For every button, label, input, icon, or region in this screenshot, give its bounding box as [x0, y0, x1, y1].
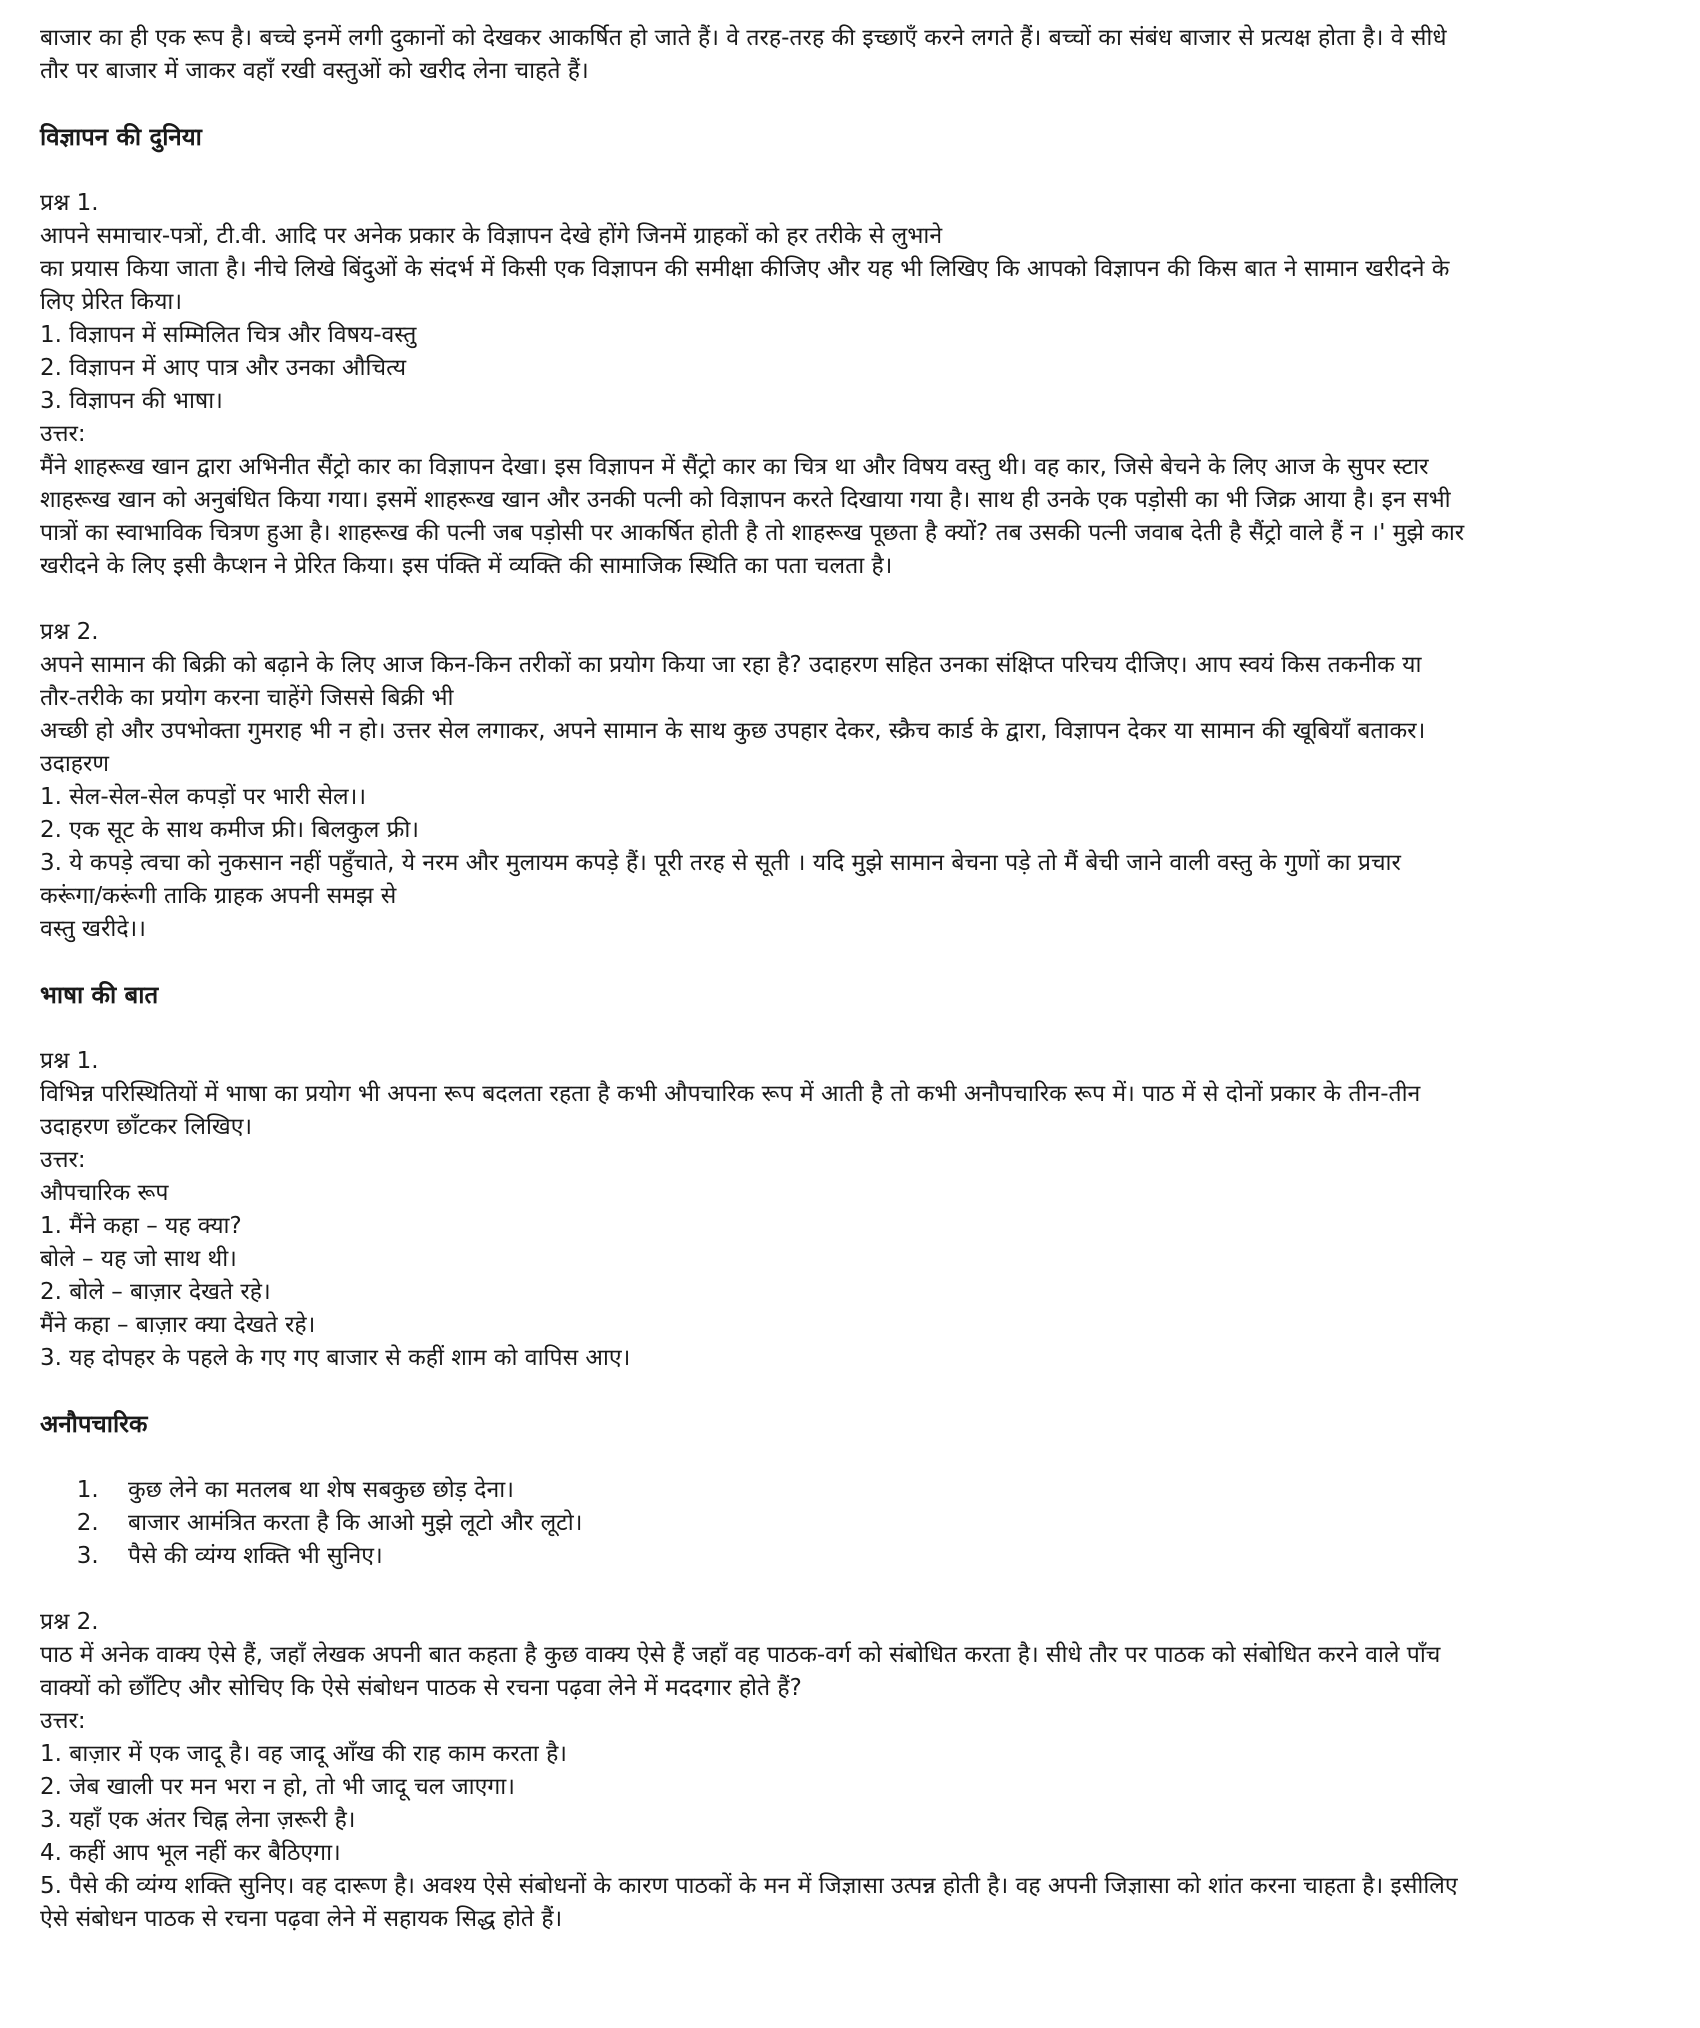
text-line: 2. बोले – बाज़ार देखते रहे।: [40, 1279, 271, 1305]
text-line: औपचारिक रूप: [40, 1180, 169, 1206]
list-item: 2. बाजार आमंत्रित करता है कि आओ मुझे लूटो और लूटो।: [106, 1507, 1660, 1540]
section-heading-language: भाषा की बात: [40, 981, 159, 1009]
text-line: विभिन्न परिस्थितियों में भाषा का प्रयोग भी अपना रूप बदलता रहता है कभी औपचारिक रूप में आती है तो कभी अनौपचारिक रूप में। पाठ में से दोनों प्रकार के तीन-तीन: [40, 1081, 1421, 1107]
intro-line: तौर पर बाजार में जाकर वहाँ रखी वस्तुओं को खरीद लेना चाहते हैं।: [40, 58, 589, 84]
text-line: उदाहरण: [40, 751, 110, 777]
text-line: शाहरूख खान को अनुबंधित किया गया। इसमें शाहरूख खान और उनकी पत्नी को विज्ञापन करते दिखाया गया है। साथ ही उनके एक पड़ोसी का भी जिक्र आया है। इन सभी: [40, 487, 1451, 513]
text-line: मैंने शाहरूख खान द्वारा अभिनीत सैंट्रो कार का विज्ञापन देखा। इस विज्ञापन में सैंट्रो कार का चित्र था और विषय वस्तु थी। वह कार, जिसे बेचने के लिए आज के सुपर स्टार: [40, 454, 1429, 480]
text-line: आपने समाचार-पत्रों, टी.वी. आदि पर अनेक प्रकार के विज्ञापन देखे होंगे जिनमें ग्राहकों को हर तरीके से लुभाने: [40, 223, 943, 249]
text-line: 3. यहाँ एक अंतर चिह्न लेना ज़रूरी है।: [40, 1807, 356, 1833]
text-line: वस्तु खरीदे।।: [40, 916, 146, 942]
question-label: प्रश्न 1.: [40, 1048, 99, 1074]
text-line: करूंगा/करूंगी ताकि ग्राहक अपनी समझ से: [40, 883, 397, 909]
text-line: 2. विज्ञापन में आए पात्र और उनका औचित्य: [40, 355, 407, 381]
text-line: 2. एक सूट के साथ कमीज फ्री। बिलकुल फ्री।: [40, 817, 420, 843]
answer-label: उत्तर:: [40, 421, 86, 447]
text-line: 1. बाज़ार में एक जादू है। वह जादू आँख की राह काम करता है।: [40, 1741, 568, 1767]
text-line: उदाहरण छाँटकर लिखिए।: [40, 1114, 253, 1140]
text-line: 5. पैसे की व्यंग्य शक्ति सुनिए। वह दारूण है। अवश्य ऐसे संबोधनों के कारण पाठकों के मन में जिज्ञासा उत्पन्न होती है। वह अपनी जिज्ञासा को शांत करना चाहता है। इसीलिए: [40, 1873, 1458, 1899]
question-label: प्रश्न 2.: [40, 1609, 99, 1635]
section-heading-advertising-world: विज्ञापन की दुनिया: [40, 123, 202, 151]
question-label: प्रश्न 2.: [40, 619, 99, 645]
text-line: खरीदने के लिए इसी कैप्शन ने प्रेरित किया। इस पंक्ति में व्यक्ति की सामाजिक स्थिति का पता चलता है।: [40, 553, 893, 579]
text-line: मैंने कहा – बाज़ार क्या देखते रहे।: [40, 1312, 316, 1338]
question-block: [40, 187, 1660, 583]
text-line: 3. विज्ञापन की भाषा।: [40, 388, 223, 414]
question-block: [40, 1606, 1660, 1936]
text-line: 1. विज्ञापन में सम्मिलित चित्र और विषय-वस्तु: [40, 322, 417, 348]
text-line: बोले – यह जो साथ थी।: [40, 1246, 237, 1272]
intro-paragraph: [40, 22, 1660, 88]
list-item: 1. कुछ लेने का मतलब था शेष सबकुछ छोड़ देना।: [106, 1474, 1660, 1507]
question-label: प्रश्न 1.: [40, 190, 99, 216]
text-line: लिए प्रेरित किया।: [40, 289, 183, 315]
text-line: 1. सेल-सेल-सेल कपड़ों पर भारी सेल।।: [40, 784, 367, 810]
text-line: पात्रों का स्वाभाविक चित्रण हुआ है। शाहरूख की पत्नी जब पड़ोसी पर आकर्षित होती है तो शाहरूख पूछता है क्यों? तब उसकी पत्नी जवाब देती है सैंट्रो वाले हैं न ।' मुझे कार: [40, 520, 1465, 546]
text-line: तौर-तरीके का प्रयोग करना चाहेंगे जिससे बिक्री भी: [40, 685, 454, 711]
text-line: पाठ में अनेक वाक्य ऐसे हैं, जहाँ लेखक अपनी बात कहता है कुछ वाक्य ऐसे हैं जहाँ वह पाठक-वर्ग को संबोधित करता है। सीधे तौर पर पाठक को संबोधित करने वाले पाँच: [40, 1642, 1441, 1668]
text-line: 2. जेब खाली पर मन भरा न हो, तो भी जादू चल जाएगा।: [40, 1774, 515, 1800]
text-line: 3. ये कपड़े त्वचा को नुकसान नहीं पहुँचाते, ये नरम और मुलायम कपड़े हैं। पूरी तरह से सूती । यदि मुझे सामान बेचना पड़े तो मैं बेची जाने वाली वस्तु के गुणों का प्रचार: [40, 850, 1401, 876]
section-heading-informal: अनौपचारिक: [40, 1410, 148, 1438]
text-line: 4. कहीं आप भूल नहीं कर बैठिएगा।: [40, 1840, 341, 1866]
question-block: [40, 1045, 1660, 1375]
answer-label: उत्तर:: [40, 1147, 86, 1173]
text-line: अच्छी हो और उपभोक्ता गुमराह भी न हो। उत्तर सेल लगाकर, अपने सामान के साथ कुछ उपहार देकर, स्क्रैच कार्ड के द्वारा, विज्ञापन देकर या सामान की खूबियाँ बताकर।: [40, 718, 1426, 744]
answer-label: उत्तर:: [40, 1708, 86, 1734]
text-line: 1. मैंने कहा – यह क्या?: [40, 1213, 242, 1239]
list-item: 3. पैसे की व्यंग्य शक्ति भी सुनिए।: [106, 1540, 1660, 1573]
text-line: ऐसे संबोधन पाठक से रचना पढ़वा लेने में सहायक सिद्ध होते हैं।: [40, 1906, 563, 1932]
intro-line: बाजार का ही एक रूप है। बच्चे इनमें लगी दुकानों को देखकर आकर्षित हो जाते हैं। वे तरह-तरह की इच्छाएँ करने लगते हैं। बच्चों का संबंध बाजार से प्रत्यक्ष होता है। वे सीधे: [40, 25, 1447, 51]
informal-examples-list: [40, 1474, 1660, 1573]
text-line: वाक्यों को छाँटिए और सोचिए कि ऐसे संबोधन पाठक से रचना पढ़वा लेने में मददगार होते हैं?: [40, 1675, 802, 1701]
question-block: [40, 616, 1660, 946]
text-line: का प्रयास किया जाता है। नीचे लिखे बिंदुओं के संदर्भ में किसी एक विज्ञापन की समीक्षा कीजिए और यह भी लिखिए कि आपको विज्ञापन की किस बात ने सामान खरीदने के: [40, 256, 1450, 282]
text-line: 3. यह दोपहर के पहले के गए गए बाजार से कहीं शाम को वापिस आए।: [40, 1345, 631, 1371]
text-line: अपने सामान की बिक्री को बढ़ाने के लिए आज किन-किन तरीकों का प्रयोग किया जा रहा है? उदाहरण सहित उनका संक्षिप्त परिचय दीजिए। आप स्वयं किस तकनीक या: [40, 652, 1422, 678]
